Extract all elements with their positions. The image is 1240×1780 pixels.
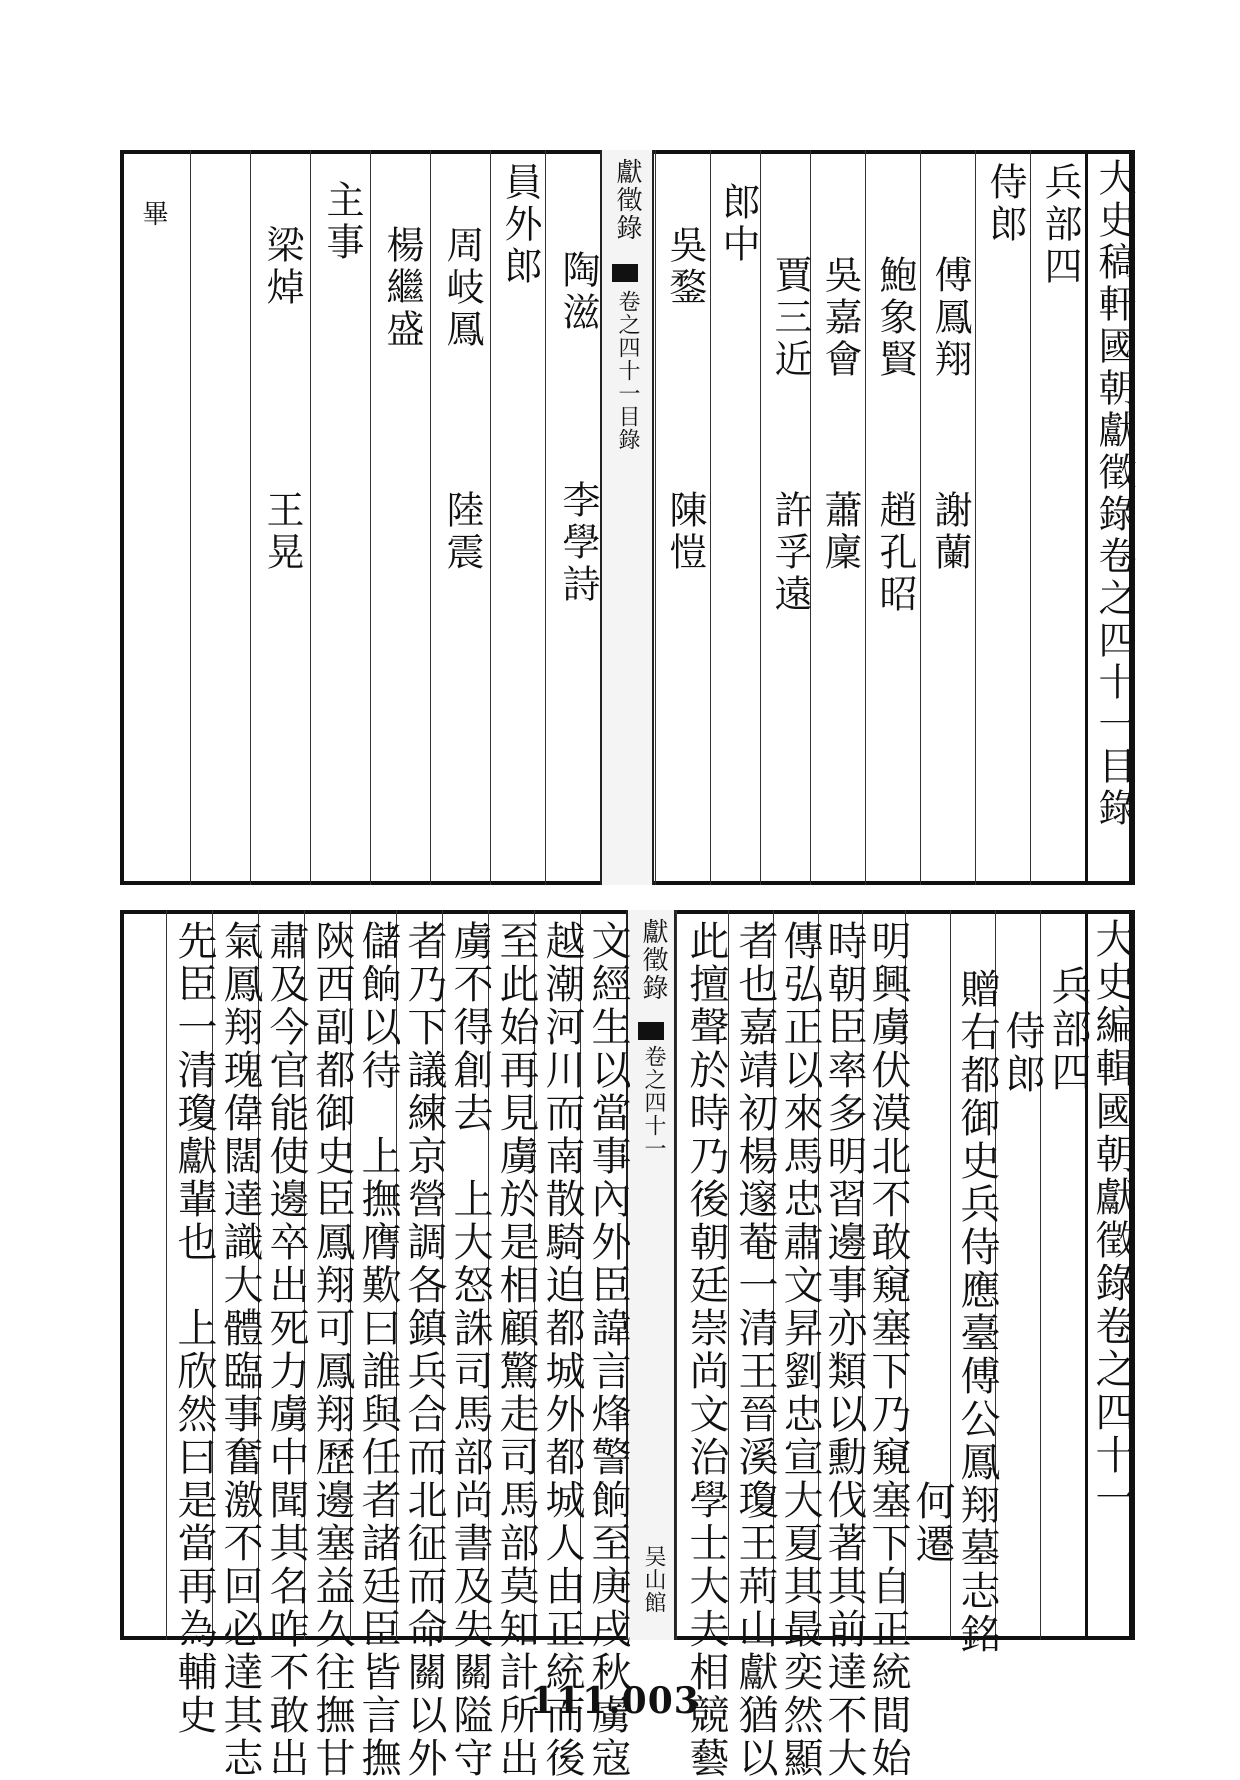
toc-rank-yuanwailang: 員外郎 — [498, 162, 542, 288]
toc-center-title: 獻徵錄 — [612, 158, 642, 242]
column-rule — [310, 150, 311, 885]
toc-entry: 鮑象賢 — [873, 255, 917, 381]
text-line: 者也嘉靖初楊邃菴一清王晉溪瓊王荊山獻猶以 — [732, 920, 778, 1780]
toc-rank-langzhong: 郎中 — [716, 182, 760, 266]
toc-entry: 陸震 — [440, 490, 484, 574]
toc-entry: 蕭廩 — [818, 490, 862, 574]
text-heading: 贈右都御史兵侍應臺傅公鳳翔墓志銘 — [954, 968, 1000, 1656]
toc-left-margin-mark: 畢 — [138, 200, 168, 228]
text-line: 至此始再見虜於是相顧驚走司馬部莫知計所出 — [493, 920, 539, 1780]
text-center-fold — [626, 910, 676, 1640]
column-rule — [490, 150, 491, 885]
text-line: 陝西副都御史臣鳳翔可鳳翔歷邊塞益久往撫甘 — [309, 920, 355, 1780]
column-rule — [190, 150, 191, 885]
text-center-publisher: 吴山館 — [641, 1545, 666, 1614]
toc-rank-shilang: 侍郎 — [983, 162, 1027, 246]
text-line: 氣鳳翔瑰偉闊達識大體臨事奮激不回必達其志 — [217, 920, 263, 1780]
text-line: 傳弘正以來馬忠肅文昇劉忠宣大夏其最奕然顯 — [777, 920, 823, 1780]
toc-entry: 謝蘭 — [928, 490, 972, 574]
toc-entry: 陳愷 — [663, 490, 707, 574]
toc-entry: 吳嘉會 — [818, 255, 862, 381]
text-line: 儲餉以待 上撫膺歎曰誰與任者諸廷臣皆言撫 — [355, 920, 401, 1780]
text-line: 先臣一清瓊獻輩也 上欣然曰是當再為輔史 — [171, 920, 217, 1737]
toc-entry: 趙孔昭 — [873, 490, 917, 616]
column-rule — [760, 150, 761, 885]
text-title: 大史編輯國朝獻徵錄卷之四十一 — [1089, 918, 1135, 1520]
toc-entry: 吳鍪 — [663, 225, 707, 309]
column-rule — [166, 910, 167, 1640]
text-author: 何遷 — [909, 1480, 955, 1566]
column-rule — [975, 150, 976, 885]
column-rule — [545, 150, 546, 885]
toc-entry: 周岐鳳 — [440, 225, 484, 351]
toc-entry: 傅鳳翔 — [928, 255, 972, 381]
text-line: 時朝臣率多明習邊事亦類以勳伐著其前達不大 — [821, 920, 867, 1780]
text-line: 此擅聲於時乃後朝廷崇尚文治學士大夫相競藝 — [683, 920, 729, 1780]
toc-entry: 許孚遠 — [768, 490, 812, 616]
toc-title-rule — [1085, 150, 1088, 885]
column-rule — [920, 150, 921, 885]
toc-center-fold — [600, 150, 654, 885]
toc-title: 大史稿軒國朝獻徵錄卷之四十一目錄 — [1092, 158, 1136, 830]
column-rule — [370, 150, 371, 885]
column-rule — [865, 150, 866, 885]
toc-entry: 楊繼盛 — [380, 225, 424, 351]
column-rule — [676, 910, 677, 1640]
column-rule — [655, 150, 656, 885]
column-rule — [710, 150, 711, 885]
toc-entry: 梁焯 — [260, 225, 304, 309]
toc-entry: 陶滋 — [556, 250, 600, 334]
text-section: 兵部四 — [1045, 965, 1091, 1094]
text-line: 文經生以當事內外臣諱言烽警餉至庚戌秋虜寇 — [585, 920, 631, 1780]
toc-center-subtitle: 卷之四十一目錄 — [615, 290, 640, 451]
column-rule — [430, 150, 431, 885]
toc-entry: 賈三近 — [768, 255, 812, 381]
text-line: 者乃下議練京營調各鎮兵合而北征而命關以外 — [401, 920, 447, 1780]
fishtail-mark — [612, 264, 638, 282]
toc-rank-zhushi: 主事 — [320, 180, 364, 264]
text-line: 肅及今官能使邊卒出死力虜中聞其名咋不敢出 — [263, 920, 309, 1780]
text-line: 虜不得創去 上大怒誅司馬部尚書及失關隘守 — [447, 920, 493, 1780]
toc-section: 兵部四 — [1038, 162, 1082, 288]
toc-entry: 王晃 — [260, 490, 304, 574]
text-center-subtitle: 卷之四十一 — [641, 1045, 666, 1160]
page-number: 111.003 — [530, 1680, 700, 1722]
text-rank: 侍郎 — [999, 1010, 1045, 1096]
column-rule — [250, 150, 251, 885]
text-line: 越潮河川而南散騎迫都城外都城人由正統而後 — [539, 920, 585, 1780]
text-center-title: 獻徵錄 — [638, 918, 668, 1002]
text-line: 明興虜伏漠北不敢窺塞下乃窺塞下自正統間始 — [865, 920, 911, 1780]
toc-entry: 李學詩 — [556, 480, 600, 606]
fishtail-mark — [638, 1022, 664, 1040]
column-rule — [1030, 150, 1031, 885]
